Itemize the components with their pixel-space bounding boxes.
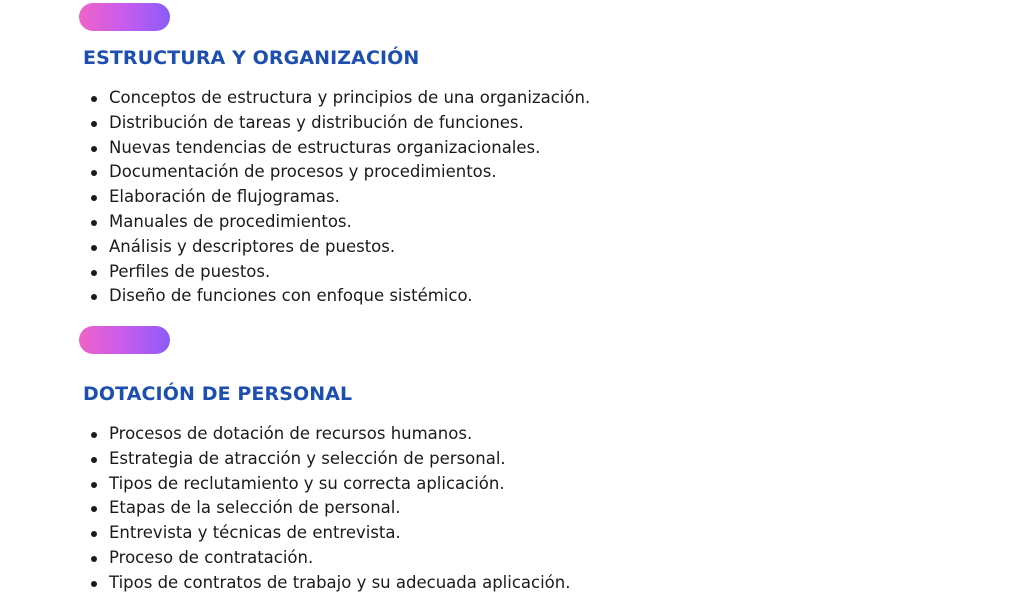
list-item — [88, 447, 570, 472]
list-item-text: Elaboración de flujogramas. — [109, 187, 340, 207]
list-item-text: Etapas de la selección de personal. — [109, 498, 401, 518]
list-item — [88, 521, 570, 546]
list-item — [88, 111, 590, 136]
bullet-icon — [91, 270, 97, 276]
list-item — [88, 260, 590, 285]
list-item-text: Distribución de tareas y distribución de funciones. — [109, 112, 524, 132]
list-item — [88, 210, 590, 235]
bullet-icon — [91, 457, 97, 463]
list-item-text: Perfiles de puestos. — [109, 261, 271, 281]
section-pill-decoration — [79, 326, 170, 354]
bullet-icon — [91, 245, 97, 251]
list-item — [88, 571, 570, 596]
bullet-icon — [91, 220, 97, 226]
bullet-icon — [91, 506, 97, 512]
section-title-estructura: ESTRUCTURA Y ORGANIZACIÓN — [83, 47, 420, 69]
list-item-text: Tipos de reclutamiento y su correcta aplicación. — [109, 473, 505, 493]
list-item — [88, 235, 590, 260]
bullet-icon — [91, 294, 97, 300]
topic-list-estructura — [88, 86, 590, 309]
list-item — [88, 136, 590, 161]
bullet-icon — [91, 531, 97, 537]
list-item-text: Diseño de funciones con enfoque sistémico. — [109, 286, 473, 306]
list-item — [88, 546, 570, 571]
topic-list-dotacion — [88, 422, 570, 596]
list-item — [88, 422, 570, 447]
list-item-text: Tipos de contratos de trabajo y su adecuada aplicación. — [109, 572, 571, 592]
list-item-text: Proceso de contratación. — [109, 547, 314, 567]
section-title-dotacion: DOTACIÓN DE PERSONAL — [83, 383, 353, 405]
bullet-icon — [91, 556, 97, 562]
list-item-text: Documentación de procesos y procedimientos. — [109, 162, 497, 182]
list-item — [88, 185, 590, 210]
list-item-text: Análisis y descriptores de puestos. — [109, 236, 396, 256]
bullet-icon — [91, 96, 97, 102]
list-item-text: Manuales de procedimientos. — [109, 211, 352, 231]
bullet-icon — [91, 121, 97, 127]
bullet-icon — [91, 581, 97, 587]
list-item-text: Conceptos de estructura y principios de una organización. — [109, 88, 591, 107]
bullet-icon — [91, 170, 97, 176]
bullet-icon — [91, 146, 97, 152]
bullet-icon — [91, 432, 97, 438]
list-item — [88, 496, 570, 521]
list-item-text: Estrategia de atracción y selección de personal. — [109, 448, 506, 468]
list-item-text: Entrevista y técnicas de entrevista. — [109, 523, 401, 543]
list-item-text: Nuevas tendencias de estructuras organizacionales. — [109, 137, 541, 157]
list-item — [88, 86, 590, 111]
list-item-text: Procesos de dotación de recursos humanos. — [109, 424, 473, 443]
bullet-icon — [91, 195, 97, 201]
list-item — [88, 160, 590, 185]
bullet-icon — [91, 482, 97, 488]
list-item — [88, 472, 570, 497]
section-pill-decoration — [79, 3, 170, 31]
list-item — [88, 284, 590, 309]
